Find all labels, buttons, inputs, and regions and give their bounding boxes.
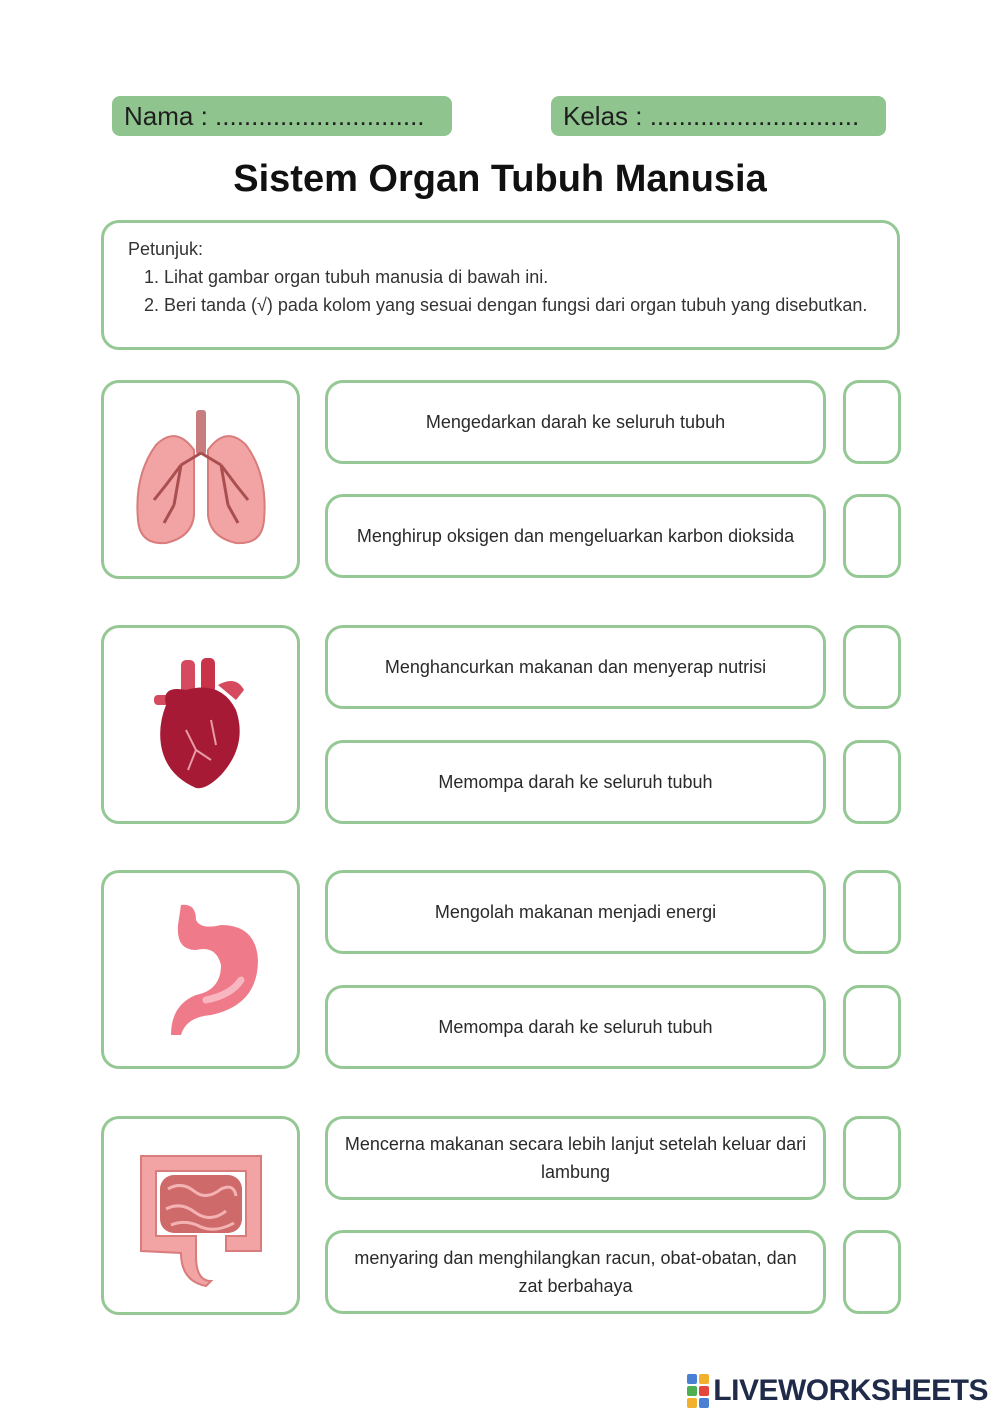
liveworksheets-logo xyxy=(687,1373,988,1409)
option-text: Memompa darah ke seluruh tubuh xyxy=(438,1017,713,1037)
option-text: Mengolah makanan menjadi energi xyxy=(434,902,717,922)
instruction-item: 1. Lihat gambar organ tubuh manusia di bawah ini. xyxy=(164,263,873,291)
checkbox[interactable] xyxy=(843,380,901,464)
page-title: Sistem Organ Tubuh Manusia xyxy=(233,158,767,200)
brand-text: LIVEWORKSHEETS xyxy=(713,1374,988,1407)
intestines-icon xyxy=(126,1141,276,1291)
checkbox[interactable] xyxy=(843,1230,901,1314)
instruction-item: 2. Beri tanda (√) pada kolom yang sesuai dengan fungsi dari organ tubuh yang disebutkan. xyxy=(164,291,873,319)
option-box xyxy=(325,380,826,464)
instructions-list xyxy=(128,263,873,319)
organ-image-box xyxy=(101,625,300,824)
option-box xyxy=(325,1116,826,1200)
checkbox[interactable] xyxy=(843,740,901,824)
checkbox[interactable] xyxy=(843,985,901,1069)
option-text: Mengedarkan darah ke seluruh tubuh xyxy=(425,412,726,432)
logo-mark-icon xyxy=(687,1374,709,1408)
option-box xyxy=(325,494,826,578)
option-text: Menghancurkan makanan dan menyerap nutrisi xyxy=(384,657,767,677)
stomach-icon xyxy=(126,895,276,1045)
organ-image-box xyxy=(101,870,300,1069)
name-field[interactable]: Nama : ............................. xyxy=(112,96,452,136)
option-box xyxy=(325,985,826,1069)
heart-icon xyxy=(126,650,276,800)
checkbox[interactable] xyxy=(843,1116,901,1200)
organ-image-box xyxy=(101,1116,300,1315)
lungs-icon xyxy=(126,405,276,555)
option-box xyxy=(325,740,826,824)
option-text: menyaring dan menghilangkan racun, obat-obatan, dan zat berbahaya xyxy=(354,1248,797,1296)
option-box xyxy=(325,625,826,709)
option-text: Menghirup oksigen dan mengeluarkan karbon dioksida xyxy=(356,526,795,546)
organ-image-box xyxy=(101,380,300,579)
checkbox[interactable] xyxy=(843,494,901,578)
instructions-box xyxy=(101,220,900,350)
option-text: Memompa darah ke seluruh tubuh xyxy=(438,772,713,792)
instructions-heading: Petunjuk: xyxy=(128,239,204,259)
class-field[interactable]: Kelas : ............................. xyxy=(551,96,886,136)
option-box xyxy=(325,870,826,954)
checkbox[interactable] xyxy=(843,870,901,954)
option-box xyxy=(325,1230,826,1314)
option-text: Mencerna makanan secara lebih lanjut setelah keluar dari lambung xyxy=(344,1134,807,1182)
checkbox[interactable] xyxy=(843,625,901,709)
